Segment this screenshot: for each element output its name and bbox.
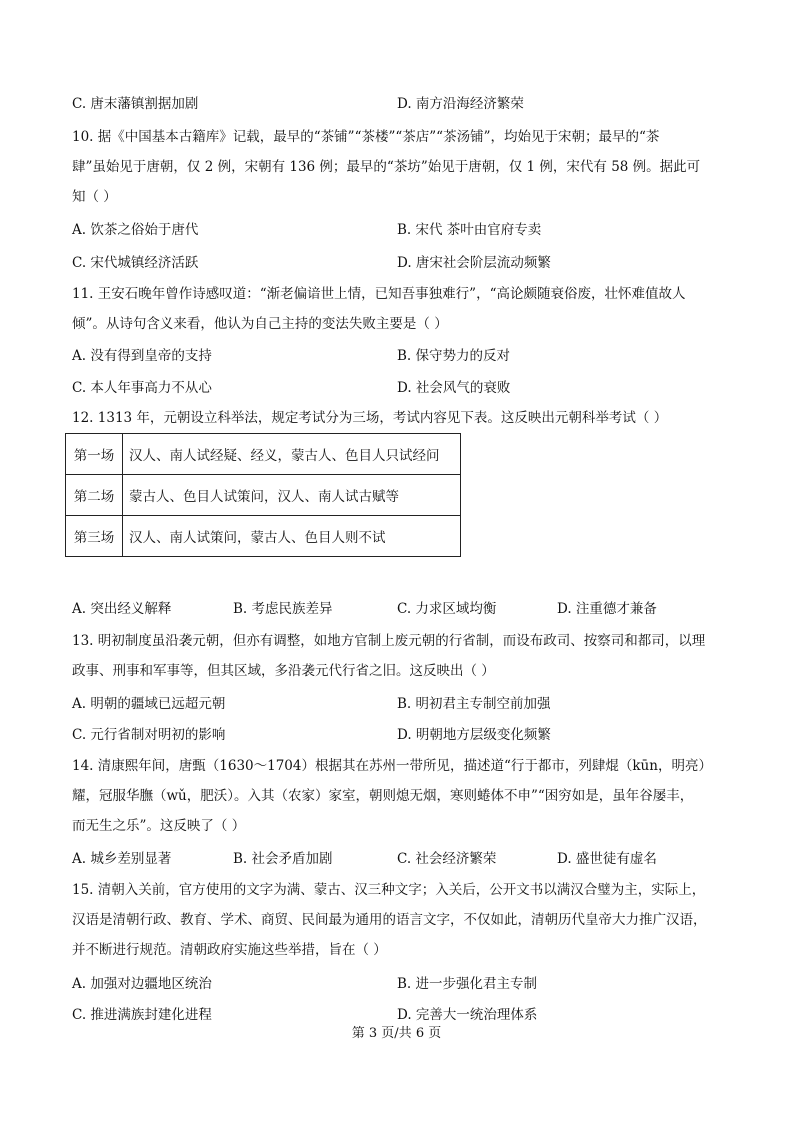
table-row [66,475,461,516]
page-number-footer: 第 3 页/共 6 页 [351,1026,442,1041]
table-row [66,434,461,475]
exam-content-table [65,433,461,557]
table-round-cell: 第三场 [66,516,123,557]
table-content-cell: 蒙古人、色目人试策问，汉人、南人试古赋等 [123,475,461,516]
q10-stem-line-3: 知（ ） [72,189,117,205]
q12-option-c: C. 力求区域均衡 [397,601,497,617]
q15-stem-line-3: 并不断进行规范。清朝政府实施这些举措，旨在（ ） [72,942,387,958]
q13-option-a: A. 明朝的疆域已远超元朝 [72,696,226,712]
q11-option-b: B. 保守势力的反对 [397,348,511,364]
q11-option-a: A. 没有得到皇帝的支持 [72,348,212,364]
q12-stem: 12. 1313 年，元朝设立科举法，规定考试分为三场，考试内容见下表。这反映出元朝科举考试（ ） [72,410,668,426]
q14-option-b: B. 社会矛盾加剧 [233,851,333,867]
q10-stem-line-1: 10. 据《中国基本古籍库》记载，最早的“茶铺”“茶楼”“茶店”“茶汤铺”，均始见于宋朝；最早的“茶 [72,129,660,145]
q14-option-d: D. 盛世徒有虚名 [557,851,657,867]
q15-option-a: A. 加强对边疆地区统治 [72,976,212,992]
q10-option-b: B. 宋代 茶叶由官府专卖 [397,222,542,238]
q11-stem-line-2: 倾”。从诗句含义来看，他认为自己主持的变法失败主要是（ ） [72,316,448,332]
q13-option-d: D. 明朝地方层级变化频繁 [397,727,551,743]
q13-stem-line-1: 13. 明初制度虽沿袭元朝，但亦有调整，如地方官制上废元朝的行省制，而设布政司、按察司和都司，以理 [72,633,706,649]
q11-option-c: C. 本人年事高力不从心 [72,380,212,396]
q11-stem-line-1: 11. 王安石晚年曾作诗感叹道：“渐老偏谙世上情，已知吾事独难行”，“高论颇随衰俗废，壮怀难值故人 [72,286,686,302]
q13-option-b: B. 明初君主专制空前加强 [397,696,551,712]
table-round-cell: 第二场 [66,475,123,516]
q10-option-d: D. 唐宋社会阶层流动频繁 [397,255,551,271]
q10-stem-line-2: 肆”虽始见于唐朝，仅 2 例，宋朝有 136 例；最早的“茶坊”始见于唐朝，仅 1 例，宋代有 58 例。据此可 [72,159,701,175]
table-round-cell: 第一场 [66,434,123,475]
q13-stem-line-2: 政事、刑事和军事等，但其区域，多沿袭元代行省之旧。这反映出（ ） [72,663,495,679]
q12-option-a: A. 突出经义解释 [72,601,172,617]
table-content-cell: 汉人、南人试经疑、经义，蒙古人、色目人只试经问 [123,434,461,475]
table-row [66,516,461,557]
q15-stem-line-1: 15. 清朝入关前，官方使用的文字为满、蒙古、汉三种文字；入关后，公开文书以满汉合璧为主，实际上， [72,882,706,898]
q14-stem-line-3: 而无生之乐”。这反映了（ ） [72,818,246,834]
q14-option-c: C. 社会经济繁荣 [397,851,497,867]
q14-option-a: A. 城乡差别显著 [72,851,172,867]
table-content-cell: 汉人、南人试策问，蒙古人、色目人则不试 [123,516,461,557]
q14-stem-line-2: 耀，冠服华膴（wǔ，肥沃）。入其（农家）家室，朝则熄无烟，寒则蜷体不申”“困穷如是，虽年谷屡丰， [72,788,694,804]
q14-stem-line-1: 14. 清康熙年间，唐甄（1630～1704）根据其在苏州一带所见，描述道“行于都市，列肆焜（kūn，明亮） [72,758,712,774]
q13-option-c: C. 元行省制对明初的影响 [72,727,226,743]
q15-option-b: B. 进一步强化君主专制 [397,976,538,992]
q12-option-d: D. 注重德才兼备 [557,601,657,617]
q9-option-c: C. 唐末藩镇割据加剧 [72,96,199,112]
q15-option-d: D. 完善大一统治理体系 [397,1007,538,1023]
q12-option-b: B. 考虑民族差异 [233,601,333,617]
q10-option-c: C. 宋代城镇经济活跃 [72,255,199,271]
q9-option-d: D. 南方沿海经济繁荣 [397,96,524,112]
q15-option-c: C. 推进满族封建化进程 [72,1007,212,1023]
q11-option-d: D. 社会风气的衰败 [397,380,511,396]
q15-stem-line-2: 汉语是清朝行政、教育、学术、商贸、民间最为通用的语言文字，不仅如此，清朝历代皇帝大力推广汉语， [72,912,707,928]
q10-option-a: A. 饮茶之俗始于唐代 [72,222,199,238]
